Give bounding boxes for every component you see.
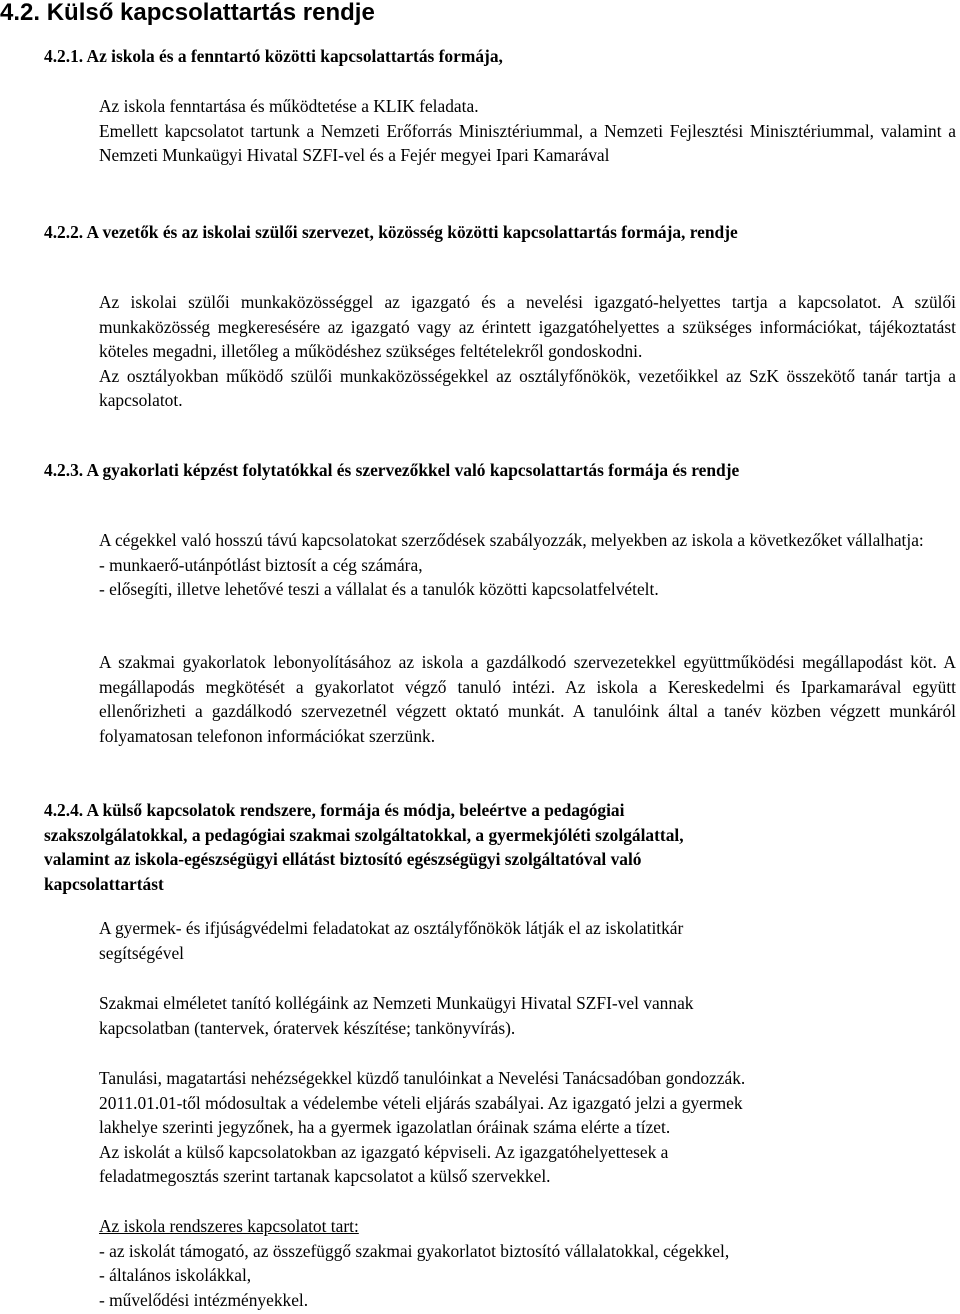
text-line: Szakmai elméletet tanító kollégáink az Nemzeti Munkaügyi Hivatal SZFI-vel vannak [99, 993, 694, 1013]
paragraph-child-protection [99, 916, 956, 965]
text-line: 2011.01.01-től módosultak a védelembe vételi eljárás szabályai. Az igazgató jelzi a gyermek [99, 1092, 743, 1113]
paragraph: Az iskolai szülői munkaközösséggel az igazgató és a nevelési igazgató-helyettes tartja a kapcsolatot. A szülői munkaközösség megkeresésére az igazgató vagy az érintett igazgatóhelyettes a szükséges információkat, tájékoztatást köteles megadni, illetőleg a működéshez szükséges feltételekről gondoskodni. [99, 292, 956, 361]
text-line: lakhelye szerinti jegyzőnek, ha a gyermek igazolatlan óráinak száma elérte a tízet. [99, 1117, 671, 1137]
list-item: - munkaerő-utánpótlást biztosít a cég számára, [99, 554, 423, 575]
title-line: valamint az iskola-egészségügyi ellátást biztosító egészségügyi szolgáltatóval való [44, 849, 642, 869]
paragraph: Az osztályokban működő szülői munkaközösségekkel az osztályfőnökök, vezetőikkel az SzK összekötő tanár tartja a kapcsolatot. [99, 365, 956, 410]
paragraph: Az iskola fenntartása és működtetése a KLIK feladata. [99, 96, 479, 116]
list-item: - művelődési intézményekkel. [99, 1289, 309, 1310]
text-line: Tanulási, magatartási nehézségekkel küzdő tanulóinkat a Nevelési Tanácsadóban gondozzák. [99, 1068, 746, 1088]
text-line: kapcsolatban (tantervek, óratervek készítése; tankönyvírás). [99, 1017, 516, 1038]
paragraph-internship: A szakmai gyakorlatok lebonyolításához az iskola a gazdálkodó szervezetekkel együttműködési megállapodást köt. A megállapodás megkötését a gyakorlatot végző tanuló intézi. Az iskola a Kereskedelmi és Iparkamarával együtt ellenőrizheti a gazdálkodó szervezetnél végzett oktató munkát. A tanulóink által a tanév közben végzett munkáról folyamatosan telefonon információkat szerzünk. [99, 652, 956, 746]
list-item: - az iskolát támogató, az összefüggő szakmai gyakorlatot biztosító vállalatokkal, cégekkel, [99, 1240, 730, 1261]
list-title: Az iskola rendszeres kapcsolatot tart: [99, 1216, 359, 1236]
subsection-title-4-2-1: 4.2.1. Az iskola és a fenntartó közötti kapcsolattartás formája, [44, 46, 503, 66]
subsection-body-4-2-2 [99, 290, 956, 413]
paragraph: A cégekkel való hosszú távú kapcsolatokat szerződések szabályozzák, melyekben az iskola a következőket vállalhatja: [99, 530, 924, 550]
subsection-title-4-2-3: 4.2.3. A gyakorlati képzést folytatókkal és szervezőkkel való kapcsolattartás formája és rendje [44, 460, 740, 480]
title-line: 4.2.4. A külső kapcsolatok rendszere, formája és módja, beleértve a pedagógiai [44, 800, 625, 820]
subsection-body-4-2-1 [99, 94, 956, 168]
paragraph: Emellett kapcsolatot tartunk a Nemzeti Erőforrás Minisztériummal, a Nemzeti Fejlesztési Minisztériummal, valamint a Nemzeti Munkaügyi Hivatal SZFI-vel és a Fejér megyei Ipari Kamarával [99, 120, 956, 165]
title-line: kapcsolattartást [44, 873, 164, 894]
text-line: Az iskolát a külső kapcsolatokban az igazgató képviseli. Az igazgatóhelyettesek a [99, 1141, 669, 1162]
section-heading: 4.2. Külső kapcsolattartás rendje [0, 0, 375, 26]
list-item: - elősegíti, illetve lehetővé teszi a vállalat és a tanulók közötti kapcsolatfelvételt. [99, 579, 659, 599]
text-line: feladatmegosztás szerint tartanak kapcsolatot a külső szervekkel. [99, 1166, 551, 1186]
subsection-title-4-2-2: 4.2.2. A vezetők és az iskolai szülői szervezet, közösség közötti kapcsolattartás formája, rendje [44, 222, 738, 242]
title-line: szakszolgálatokkal, a pedagógiai szakmai szolgáltatokkal, a gyermekjóléti szolgálattal, [44, 824, 684, 845]
text-line: A gyermek- és ifjúságvédelmi feladatokat az osztályfőnökök látják el az iskolatitkár [99, 918, 684, 938]
regular-contacts-block [99, 1214, 956, 1312]
subsection-title-4-2-4 [44, 798, 956, 896]
paragraph-learning-difficulties [99, 1066, 956, 1189]
subsection-body-4-2-3 [99, 528, 956, 602]
paragraph-theory-teachers [99, 991, 956, 1040]
list-item: - általános iskolákkal, [99, 1265, 252, 1285]
text-line: segítségével [99, 942, 184, 963]
